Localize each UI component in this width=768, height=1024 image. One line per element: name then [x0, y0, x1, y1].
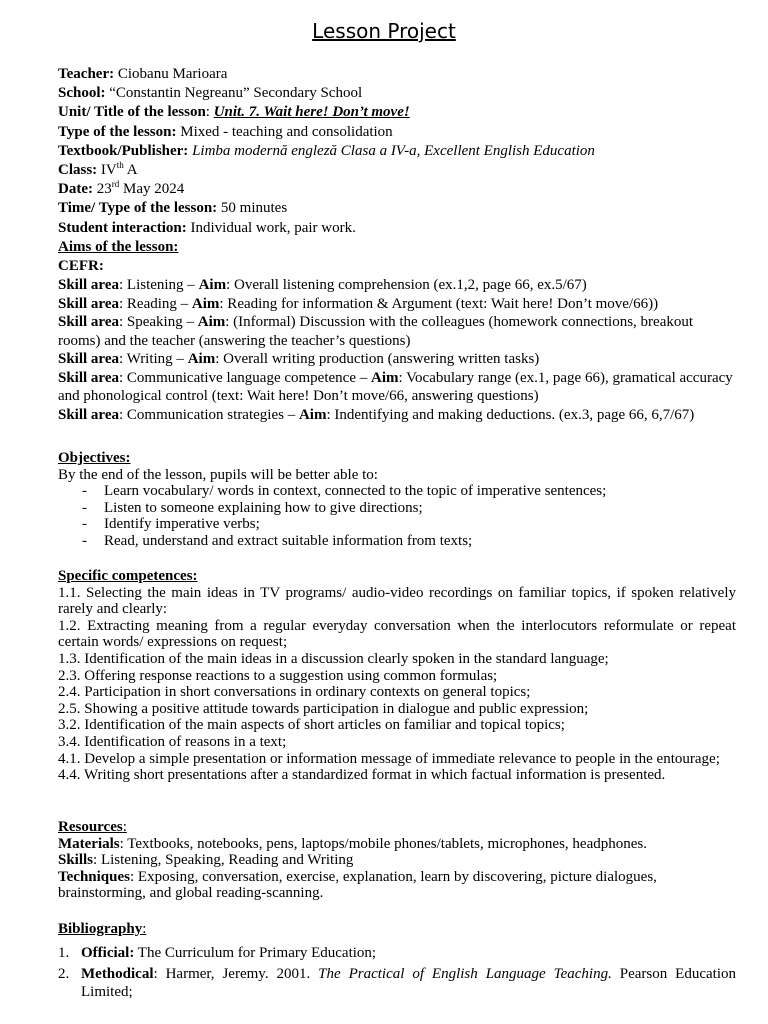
competences-heading: Specific competences: — [58, 568, 198, 584]
class-line: Class: IVth A — [58, 160, 138, 179]
bibliography-item: 2. Methodical: Harmer, Jeremy. 2001. The Practical of English Language Teaching. Pearson Education Limited; — [58, 965, 736, 1001]
competence-item: 4.1. Develop a simple presentation or information message of immediate relevance to people in the entourage; — [58, 750, 720, 767]
bibliography-heading: Bibliography: — [58, 921, 147, 937]
skill-area-item: Skill area: Communication strategies – Aim: Indentifying and making deductions. (ex.3, page 66, 6,7/67) — [58, 406, 695, 423]
objective-item: - Learn vocabulary/ words in context, connected to the topic of imperative sentences; — [82, 483, 607, 500]
time-line: Time/ Type of the lesson: 50 minutes — [58, 200, 288, 217]
skill-area-item: Skill area: Writing – Aim: Overall writing production (answering written tasks) — [58, 351, 540, 368]
school-line: School: “Constantin Negreanu” Secondary School — [58, 85, 363, 102]
competence-item: 3.2. Identification of the main aspects of short articles on familiar and topical topics; — [58, 717, 565, 734]
lesson-type-line: Type of the lesson: Mixed - teaching and consolidation — [58, 123, 393, 140]
competence-item: 4.4. Writing short presentations after a standardized format in which factual information is presented. — [58, 767, 666, 784]
skill-area-item: Skill area: Communicative language competence – Aim: Vocabulary range (ex.1, page 66), gramatical accuracy and phonological control (text: Wait here! Don’t move/66, answering questions) — [58, 369, 733, 405]
interaction-line: Student interaction: Individual work, pair work. — [58, 219, 356, 236]
competences-section — [58, 568, 736, 784]
objective-item: - Listen to someone explaining how to give directions; — [82, 499, 423, 516]
bibliography-section — [58, 920, 736, 1002]
objective-item: - Read, understand and extract suitable information from texts; — [82, 532, 473, 549]
skills-line: Skills: Listening, Speaking, Reading and Writing — [58, 852, 354, 869]
cefr-label: CEFR: — [58, 258, 104, 275]
competence-item: 3.4. Identification of reasons in a text; — [58, 733, 287, 750]
skill-area-item: Skill area: Listening – Aim: Overall listening comprehension (ex.1,2, page 66, ex.5/67) — [58, 277, 587, 294]
objectives-heading: Objectives: — [58, 450, 131, 466]
unit-title: Unit. 7. Wait here! Don’t move! — [213, 104, 410, 121]
date-line: Date: 23rd May 2024 — [58, 179, 185, 198]
resources-section — [58, 819, 736, 902]
bibliography-item: 1. Official: The Curriculum for Primary Education; — [58, 945, 377, 962]
competence-item: 2.5. Showing a positive attitude towards participation in dialogue and public expression; — [58, 700, 589, 717]
aims-heading: Aims of the lesson: — [58, 238, 179, 255]
objectives-intro: By the end of the lesson, pupils will be better able to: — [58, 466, 378, 483]
competence-item: 2.3. Offering response reactions to a suggestion using common formulas; — [58, 667, 498, 684]
competence-item: 1.2. Extracting meaning from a regular everyday conversation when the interlocutors reformulate or repeat certain words/ expressions on request; — [58, 617, 736, 651]
unit-line: Unit/ Title of the lesson: Unit. 7. Wait here! Don’t move! — [58, 104, 410, 121]
lesson-header — [58, 65, 736, 424]
document-title: Lesson Project — [312, 19, 456, 43]
resources-heading: Resources: — [58, 819, 127, 835]
skill-area-item: Skill area: Speaking – Aim: (Informal) Discussion with the colleagues (homework connections, breakout rooms) and the teacher (answering the teacher’s questions) — [58, 314, 694, 349]
skill-area-item: Skill area: Reading – Aim: Reading for information & Argument (text: Wait here! Don’t move/66)) — [58, 295, 659, 312]
competence-item: 2.4. Participation in short conversations in ordinary contexts on general topics; — [58, 684, 531, 701]
materials-line: Materials: Textbooks, notebooks, pens, laptops/mobile phones/tablets, microphones, headphones. — [58, 835, 647, 852]
competence-item: 1.3. Identification of the main ideas in a discussion clearly spoken in the standard language; — [58, 650, 609, 667]
competence-item: 1.1. Selecting the main ideas in TV programs/ audio-video recordings on familiar topics, if spoken relatively rarely and clearly: — [58, 584, 736, 618]
objectives-section — [58, 450, 736, 550]
textbook-line: Textbook/Publisher: Limba modernă engleză Clasa a IV-a, Excellent English Education — [58, 142, 595, 159]
teacher-line: Teacher: Ciobanu Marioara — [58, 66, 228, 82]
objective-item: - Identify imperative verbs; — [82, 516, 260, 533]
techniques-line: Techniques: Exposing, conversation, exercise, explanation, learn by discovering, picture dialogues, brainstorming, and global reading-scanning. — [58, 868, 657, 902]
